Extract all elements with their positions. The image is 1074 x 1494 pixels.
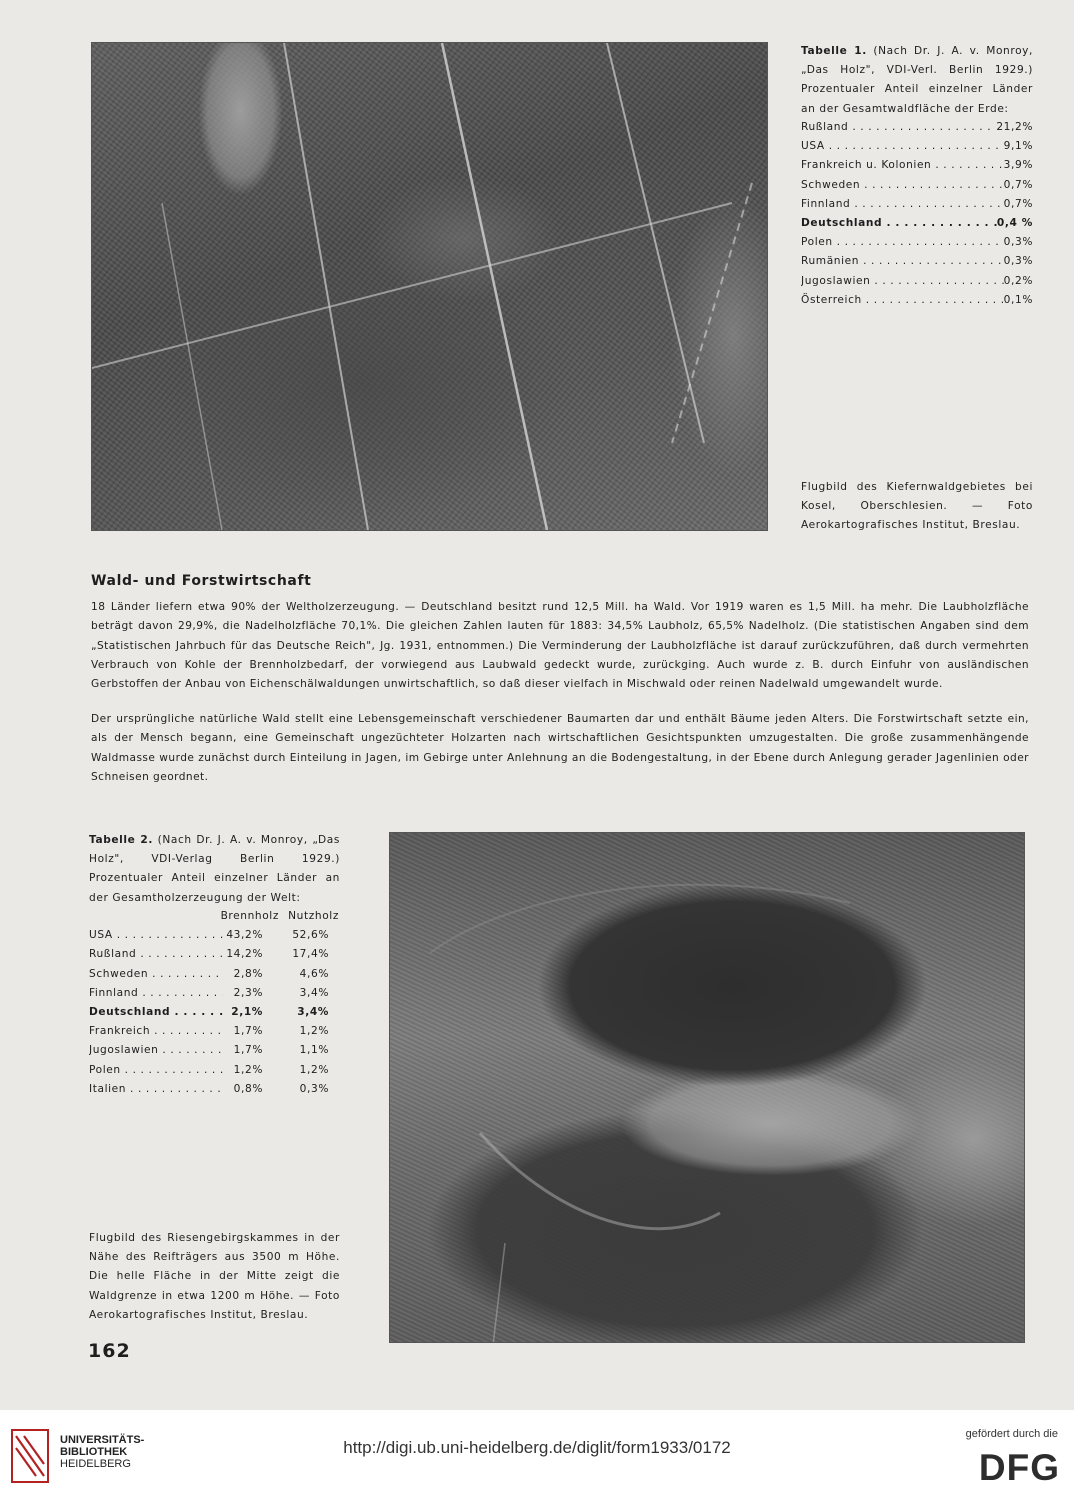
timber-value: 0,3% (299, 1082, 329, 1095)
firewood-value: 1,7% (233, 1044, 263, 1057)
aerial-photo-riesengebirge (389, 832, 1025, 1343)
country-label: Österreich . . . (801, 291, 1004, 310)
table-row (89, 1022, 329, 1041)
country-label: Jugoslawien . . . (801, 272, 1004, 291)
firewood-value: 0,8% (233, 1082, 263, 1095)
country-label: Finnland . . . (89, 984, 223, 1003)
value-cell: 0,1% (1003, 293, 1033, 306)
body-paragraph-2: Der ursprüngliche natürliche Wald stellt eine Lebensgemeinschaft verschiedener Baumarten dar und enthält Bäume jeden Alters. Die Forstwirtschaft setzte ein, als der Mensch begann, eine Gemeinschaft ungezüchteter Holzarten nach wirtschaftlichen Gesichtspunkten umzugestalten. Die große zusammenhängende Waldmasse wurde zunächst durch Einteilung in Jagen, im Gebirge unter Anlehnung an die Bodengestaltung, in der Ebene durch Anlegung gerader Jagenlinien oder Schneisen geordnet. (91, 713, 1029, 783)
timber-value: 1,2% (299, 1063, 329, 1076)
page-number: 162 (88, 1340, 131, 1362)
table1-forest-area (801, 118, 1033, 310)
country-label: USA . . . (89, 926, 223, 945)
value-cell: 0,7% (1003, 178, 1033, 191)
country-label: USA . . . (801, 137, 1004, 156)
column-header-firewood: Brennholz (220, 910, 279, 922)
table-row (801, 233, 1033, 252)
table-row (801, 176, 1033, 195)
country-label: Schweden . . . (801, 176, 1004, 195)
funded-by-label: gefördert durch die (965, 1428, 1058, 1440)
value-cell: 0,7% (1003, 197, 1033, 210)
table-row (801, 291, 1033, 310)
firewood-value: 1,2% (233, 1063, 263, 1076)
table-row (89, 1080, 329, 1099)
library-name-line2: BIBLIOTHEK (60, 1446, 128, 1458)
table-row (89, 984, 329, 1003)
photo2-caption: Flugbild des Riesengebirgskammes in der Nähe des Reifträgers aus 3500 m Höhe. Die helle Fläche in der Mitte zeigt die Waldgrenze in etwa 1200 m Höhe. — Foto Aerokartografisches Institut, Breslau. (89, 1232, 340, 1321)
table-row (89, 965, 329, 984)
table-row-highlighted (89, 1003, 329, 1022)
table-row (89, 1041, 329, 1060)
table-row-highlighted (801, 214, 1033, 233)
firewood-value: 1,7% (233, 1025, 263, 1038)
table-row (801, 156, 1033, 175)
timber-value: 4,6% (299, 967, 329, 980)
table-row (89, 1061, 329, 1080)
value-cell: 21,2% (996, 121, 1033, 133)
library-name-line1: UNIVERSITÄTS- (60, 1434, 145, 1446)
table2-title: Tabelle 2. (89, 834, 153, 846)
column-header-timber: Nutzholz (288, 910, 339, 922)
country-label: Polen . . . (801, 233, 1004, 252)
value-cell: 0,4 % (996, 216, 1033, 229)
country-label: Rußland . . . (89, 945, 223, 964)
timber-value: 3,4% (299, 986, 329, 999)
table-row (89, 945, 329, 964)
table-row (801, 118, 1033, 137)
country-label: Deutschland . . . (801, 214, 997, 233)
value-cell: 0,3% (1003, 236, 1033, 249)
value-cell: 0,3% (1003, 255, 1033, 268)
body-paragraph-1: 18 Länder liefern etwa 90% der Weltholzerzeugung. — Deutschland besitzt rund 12,5 Mill. ha Wald. Vor 1919 waren es 1,5 Mill. ha mehr. Die Laubholzfläche beträgt davon 29,9%, die Nadelholzfläche 70,1%. Die gleichen Zahlen lauten für 1883: 34,5% Laubholz, 65,5% Nadelholz. (Die statistischen Angaben sind dem „Statistischen Jahrbuch für das Deutsche Reich", Jg. 1931, entnommen.) Die Verminderung der Laubholzfläche ist darauf zurückzuführen, daß durch vermehrten Verbrauch von Kohle der Brennholzbedarf, der vorwiegend aus Laubwald gedeckt wurde, zurückging. Auch wurde z. B. durch Einfuhr von ausländischen Gerbstoffen der Anbau von Eichenschälwaldungen unwirtschaftlich, so daß dieser vielfach in Mischwald oder reinen Nadelwald umgewandelt wurde. (91, 601, 1029, 691)
table1-caption (801, 42, 1033, 119)
table1-caption-text: (Nach Dr. J. A. v. Monroy, „Das Holz", VDI-Verl. Berlin 1929.) Prozentualer Anteil einzelner Länder an der Gesamtwaldfläche der Erde: (801, 45, 1033, 115)
value-cell: 3,9% (1003, 159, 1033, 172)
aerial-photo-pine-forest (91, 42, 768, 531)
table-row (801, 195, 1033, 214)
timber-value: 52,6% (292, 929, 329, 942)
country-label: Jugoslawien . . . (89, 1041, 223, 1060)
dfg-logo: DFG (978, 1447, 1060, 1488)
value-cell: 0,2% (1003, 274, 1033, 287)
timber-value: 3,4% (297, 1005, 329, 1018)
table-header (89, 907, 340, 926)
value-cell: 9,1% (1003, 140, 1033, 153)
table2-caption-text: (Nach Dr. J. A. v. Monroy, „Das Holz", VDI-Verlag Berlin 1929.) Prozentualer Anteil einzelner Länder an der Gesamtholzerzeugung der Welt: (89, 834, 341, 904)
forest-aisle-lines (92, 43, 767, 530)
country-label: Rumänien . . . (801, 252, 1004, 271)
timber-value: 1,1% (299, 1044, 329, 1057)
firewood-value: 2,3% (233, 986, 263, 999)
table-row (801, 252, 1033, 271)
photo1-caption: Flugbild des Kiefernwaldgebietes bei Kosel, Oberschlesien. — Foto Aerokartografisches Institut, Breslau. (801, 481, 1033, 532)
table-row (89, 926, 329, 945)
country-label: Finnland . . . (801, 195, 1004, 214)
country-label: Schweden . . . (89, 965, 223, 984)
timber-value: 1,2% (299, 1025, 329, 1038)
country-label: Deutschland . . . (89, 1003, 223, 1022)
table-row (801, 272, 1033, 291)
firewood-value: 43,2% (226, 929, 263, 942)
firewood-value: 2,1% (231, 1005, 263, 1018)
table2-caption (89, 831, 340, 908)
firewood-value: 2,8% (233, 967, 263, 980)
country-label: Polen . . . (89, 1061, 223, 1080)
library-name-line3: HEIDELBERG (60, 1458, 131, 1470)
timber-value: 17,4% (292, 948, 329, 961)
table-row (801, 137, 1033, 156)
section-heading: Wald- und Forstwirtschaft (91, 573, 312, 589)
firewood-value: 14,2% (226, 948, 263, 961)
country-label: Italien . . . (89, 1080, 223, 1099)
ridge-texture (390, 833, 1024, 1342)
country-label: Rußland . . . (801, 118, 996, 137)
table1-title: Tabelle 1. (801, 45, 867, 57)
country-label: Frankreich u. Kolonien . . . (801, 156, 1004, 175)
country-label: Frankreich . . . (89, 1022, 223, 1041)
table2-wood-production (89, 907, 340, 1099)
digitization-url-link[interactable]: http://digi.ub.uni-heidelberg.de/diglit/form1933/0172 (343, 1438, 731, 1457)
